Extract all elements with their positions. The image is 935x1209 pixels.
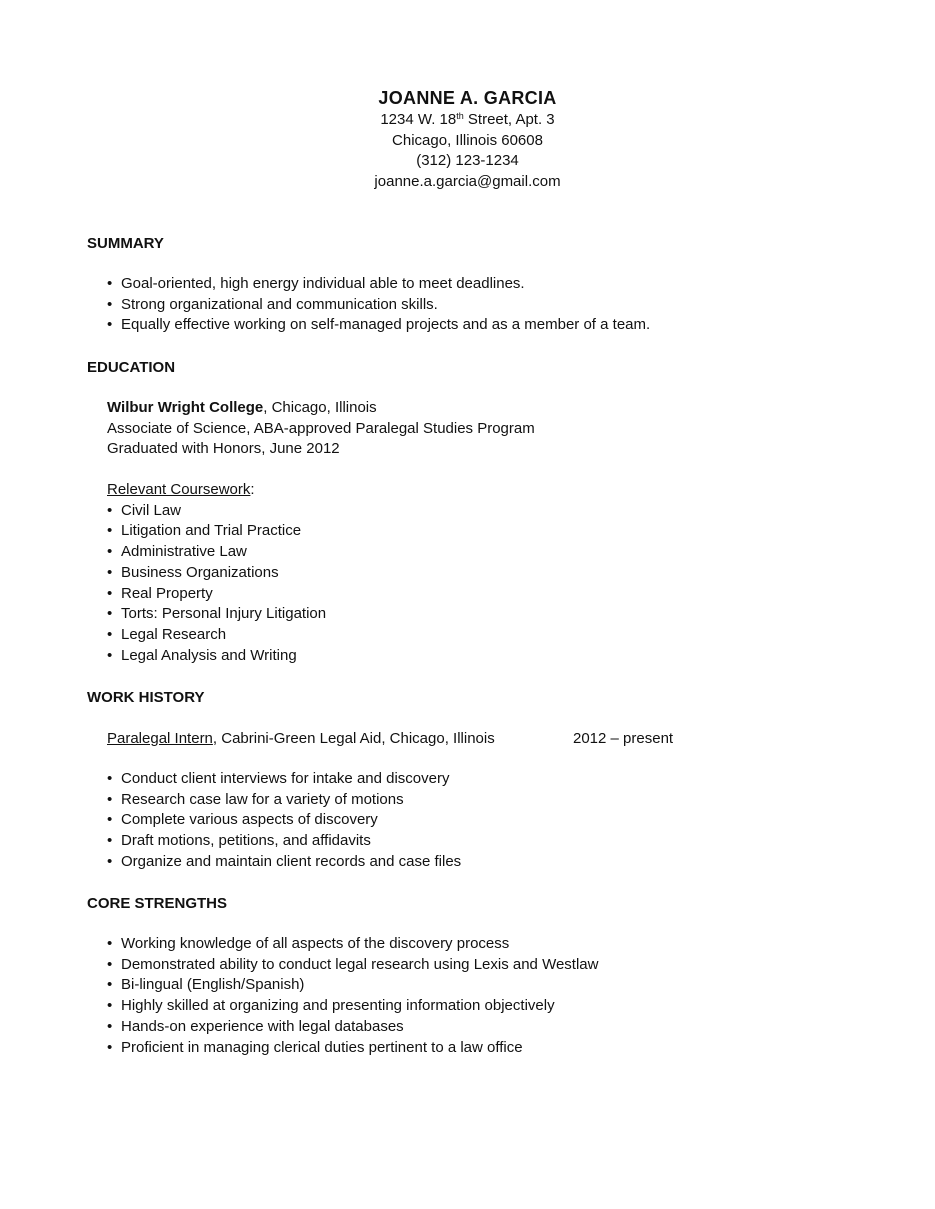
coursework-item: • Litigation and Trial Practice <box>107 521 326 542</box>
summary-heading: SUMMARY <box>87 235 164 252</box>
phone-number: (312) 123-1234 <box>416 152 519 170</box>
strength-item: • Demonstrated ability to conduct legal research using Lexis and Westlaw <box>107 955 598 976</box>
address-number-street: 1234 W. 18 <box>380 111 457 128</box>
applicant-name: JOANNE A. GARCIA <box>378 88 557 108</box>
work-history-heading: WORK HISTORY <box>87 689 205 706</box>
address-street <box>0 110 935 131</box>
school-name: Wilbur Wright College <box>107 399 264 416</box>
coursework-item: • Legal Analysis and Writing <box>107 646 326 667</box>
summary-list-block <box>107 274 650 336</box>
strength-item: • Hands-on experience with legal databases <box>107 1017 598 1038</box>
address-rest: Street, Apt. 3 <box>463 111 555 128</box>
school-location: , Chicago, Illinois <box>263 399 377 416</box>
coursework-item: • Legal Research <box>107 625 326 646</box>
duty-item: • Conduct client interviews for intake and discovery <box>107 769 461 790</box>
address-city: Chicago, Illinois 60608 <box>392 131 543 149</box>
job-dates: 2012 – present <box>573 730 674 747</box>
coursework-item: • Real Property <box>107 584 326 605</box>
coursework-label-line <box>107 480 326 501</box>
coursework-item: • Administrative Law <box>107 542 326 563</box>
duties-block <box>107 769 461 873</box>
duties-list <box>107 769 461 873</box>
degree-line: Associate of Science, ABA-approved Paralegal Studies Program <box>107 419 535 437</box>
summary-item: • Goal-oriented, high energy individual able to meet deadlines. <box>107 274 650 295</box>
coursework-list <box>107 501 326 667</box>
strengths-list <box>107 934 598 1058</box>
education-heading: EDUCATION <box>87 359 176 376</box>
coursework-label: Relevant Coursework <box>107 481 251 498</box>
coursework-item: • Civil Law <box>107 501 326 522</box>
address-suffix: th <box>456 111 464 121</box>
coursework-block <box>107 480 326 666</box>
job-employer: , Cabrini-Green Legal Aid, Chicago, Illinois <box>212 730 495 747</box>
graduation-line: Graduated with Honors, June 2012 <box>107 440 340 458</box>
strength-item: • Working knowledge of all aspects of the discovery process <box>107 934 598 955</box>
duty-item: • Research case law for a variety of motions <box>107 790 461 811</box>
job-line <box>107 729 495 750</box>
strength-item: • Bi-lingual (English/Spanish) <box>107 975 598 996</box>
summary-list <box>107 274 650 336</box>
summary-item: • Equally effective working on self-managed projects and as a member of a team. <box>107 315 650 336</box>
coursework-item: • Business Organizations <box>107 563 326 584</box>
email-address: joanne.a.garcia@gmail.com <box>374 173 561 191</box>
school-line <box>107 398 535 419</box>
strength-item: • Proficient in managing clerical duties pertinent to a law office <box>107 1038 598 1059</box>
duty-item: • Organize and maintain client records and case files <box>107 852 461 873</box>
job-title: Paralegal Intern <box>107 730 213 747</box>
coursework-item: • Torts: Personal Injury Litigation <box>107 604 326 625</box>
core-strengths-heading: CORE STRENGTHS <box>87 895 228 912</box>
coursework-colon: : <box>250 481 255 498</box>
duty-item: • Complete various aspects of discovery <box>107 810 461 831</box>
strength-item: • Highly skilled at organizing and presenting information objectively <box>107 996 598 1017</box>
duty-item: • Draft motions, petitions, and affidavits <box>107 831 461 852</box>
strengths-block <box>107 934 598 1058</box>
education-details <box>107 398 535 460</box>
resume-header <box>0 86 935 193</box>
summary-item: • Strong organizational and communication skills. <box>107 295 650 316</box>
